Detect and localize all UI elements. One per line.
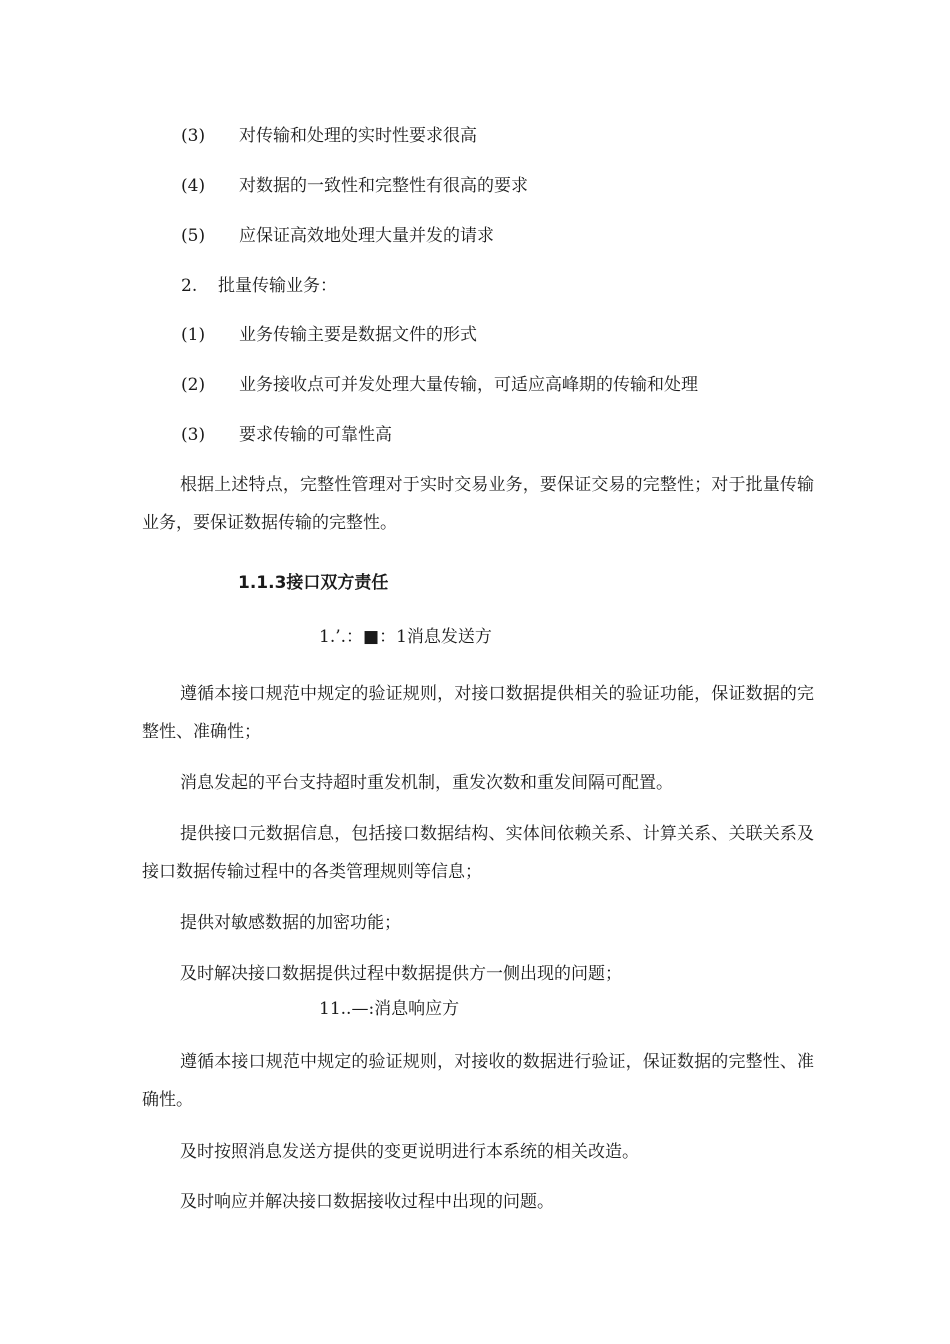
list-item-text: 对传输和处理的实时性要求很高 xyxy=(239,126,477,146)
responder-paragraph: 及时响应并解决接口数据接收过程中出现的问题。 xyxy=(180,1192,554,1212)
list-item-text: 业务接收点可并发处理大量传输，可适应高峰期的传输和处理 xyxy=(239,375,698,395)
list-item xyxy=(181,324,477,346)
responder-paragraph: 及时按照消息发送方提供的变更说明进行本系统的相关改造。 xyxy=(180,1142,639,1162)
section-title: 批量传输业务： xyxy=(218,276,337,296)
sender-paragraph: 及时解决接口数据提供过程中数据提供方一侧出现的问题； xyxy=(180,964,622,984)
list-item-number: (1) xyxy=(181,325,206,345)
sender-paragraph: 提供接口元数据信息，包括接口数据结构、实体间依赖关系、计算关系、关联关系及接口数据传输过程中的各类管理规则等信息； xyxy=(142,824,814,882)
list-item xyxy=(181,125,477,147)
list-item-number: (4) xyxy=(181,176,206,196)
list-item xyxy=(181,374,698,396)
list-item-number: (3) xyxy=(181,425,206,445)
list-item-number: (3) xyxy=(181,126,206,146)
summary-paragraph: 根据上述特点，完整性管理对于实时交易业务，要保证交易的完整性；对于批量传输业务，要保证数据传输的完整性。 xyxy=(142,475,814,533)
sender-paragraph: 提供对敏感数据的加密功能； xyxy=(180,913,401,933)
section-heading-1-1-3: 1.1.3接口双方责任 xyxy=(238,573,389,593)
subsection-title-sender: 1.’.：■：1消息发送方 xyxy=(319,627,492,647)
list-item xyxy=(181,225,494,247)
sender-paragraph: 消息发起的平台支持超时重发机制，重发次数和重发间隔可配置。 xyxy=(180,773,673,793)
list-item xyxy=(181,175,528,197)
list-item-text: 业务传输主要是数据文件的形式 xyxy=(239,325,477,345)
list-item xyxy=(181,424,392,446)
list-item-number: (5) xyxy=(181,226,206,246)
responder-paragraph: 遵循本接口规范中规定的验证规则，对接收的数据进行验证，保证数据的完整性、准确性。 xyxy=(142,1052,814,1110)
section-number: 2. xyxy=(181,276,198,296)
sender-paragraph: 遵循本接口规范中规定的验证规则，对接口数据提供相关的验证功能，保证数据的完整性、准确性； xyxy=(142,684,814,742)
section-heading xyxy=(181,275,337,297)
list-item-text: 对数据的一致性和完整性有很高的要求 xyxy=(239,176,528,196)
list-item-text: 要求传输的可靠性高 xyxy=(239,425,392,445)
list-item-text: 应保证高效地处理大量并发的请求 xyxy=(239,226,494,246)
list-item-number: (2) xyxy=(181,375,206,395)
subsection-title-responder: 11..—:消息响应方 xyxy=(319,999,460,1019)
